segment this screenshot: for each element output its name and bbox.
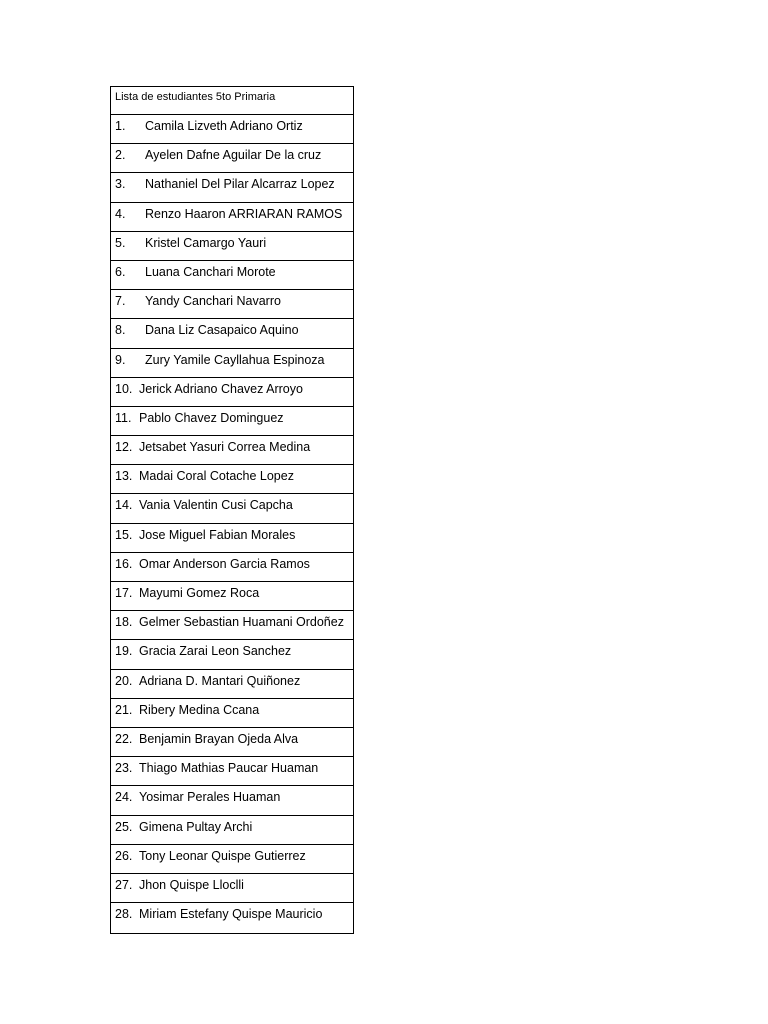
- table-row: [111, 349, 353, 378]
- table-row: [111, 232, 353, 261]
- table-row: [111, 699, 353, 728]
- student-name: Pablo Chavez Dominguez: [139, 410, 284, 425]
- student-name: Jetsabet Yasuri Correa Medina: [139, 440, 311, 455]
- student-number: 23.: [115, 761, 133, 776]
- student-name: Luana Canchari Morote: [145, 264, 276, 279]
- student-number: 20.: [115, 673, 133, 688]
- student-name: Miriam Estefany Quispe Mauricio: [139, 907, 323, 922]
- student-number: 5.: [115, 235, 126, 250]
- student-number: 15.: [115, 527, 133, 542]
- student-number: 4.: [115, 206, 126, 221]
- student-number: 14.: [115, 498, 133, 513]
- table-row: [111, 553, 353, 582]
- table-row: [111, 640, 353, 669]
- student-name: Jhon Quispe Lloclli: [139, 877, 244, 892]
- student-name: Dana Liz Casapaico Aquino: [145, 323, 299, 338]
- student-number: 3.: [115, 177, 126, 192]
- table-row: [111, 670, 353, 699]
- student-number: 18.: [115, 615, 133, 630]
- student-number: 25.: [115, 819, 133, 834]
- student-number: 13.: [115, 469, 133, 484]
- student-list-table: [110, 86, 354, 934]
- student-number: 27.: [115, 877, 133, 892]
- student-number: 7.: [115, 294, 126, 309]
- student-name: Omar Anderson Garcia Ramos: [139, 556, 310, 571]
- student-name: Mayumi Gomez Roca: [139, 586, 260, 600]
- student-number: 6.: [115, 264, 126, 279]
- table-row: [111, 203, 353, 232]
- table-row: [111, 319, 353, 348]
- student-number: 9.: [115, 352, 126, 367]
- student-name: Jerick Adriano Chavez Arroyo: [139, 381, 303, 396]
- table-row: [111, 845, 353, 874]
- student-name: Kristel Camargo Yauri: [145, 235, 267, 250]
- table-row: [111, 261, 353, 290]
- student-name: Ribery Medina Ccana: [139, 702, 260, 717]
- student-name: Thiago Mathias Paucar Huaman: [139, 761, 319, 776]
- student-number: 1.: [115, 119, 126, 133]
- table-row: [111, 903, 353, 933]
- student-name: Yandy Canchari Navarro: [145, 294, 281, 309]
- table-row: [111, 874, 353, 903]
- table-row: [111, 786, 353, 815]
- table-row: [111, 407, 353, 436]
- student-number: 26.: [115, 848, 133, 863]
- table-row: [111, 465, 353, 494]
- student-number: 2.: [115, 148, 126, 163]
- student-name: Madai Coral Cotache Lopez: [139, 469, 294, 484]
- student-number: 22.: [115, 731, 133, 746]
- student-name: Vania Valentin Cusi Capcha: [139, 498, 293, 513]
- student-name: Tony Leonar Quispe Gutierrez: [139, 848, 306, 863]
- student-name: Gimena Pultay Archi: [139, 819, 253, 834]
- student-name: Yosimar Perales Huaman: [139, 790, 281, 805]
- student-name: Nathaniel Del Pilar Alcarraz Lopez: [145, 177, 335, 192]
- table-row: [111, 611, 353, 640]
- student-number: 24.: [115, 790, 133, 805]
- table-row: [111, 728, 353, 757]
- table-row: [111, 494, 353, 523]
- student-name: Benjamin Brayan Ojeda Alva: [139, 731, 299, 746]
- student-number: 28.: [115, 907, 133, 922]
- table-row: [111, 290, 353, 319]
- student-name: Renzo Haaron ARRIARAN RAMOS: [145, 206, 343, 221]
- table-row: [111, 378, 353, 407]
- student-name: Gracia Zarai Leon Sanchez: [139, 644, 292, 659]
- table-row: [111, 144, 353, 173]
- student-number: 17.: [115, 586, 133, 600]
- student-number: 11.: [115, 410, 132, 425]
- table-row: [111, 436, 353, 465]
- student-name: Ayelen Dafne Aguilar De la cruz: [145, 148, 322, 163]
- student-rows: [111, 115, 353, 933]
- student-name: Adriana D. Mantari Quiñonez: [139, 673, 301, 688]
- list-title: Lista de estudiantes 5to Primaria: [111, 87, 353, 115]
- student-number: 19.: [115, 644, 133, 659]
- student-number: 16.: [115, 556, 133, 571]
- student-number: 21.: [115, 702, 133, 717]
- table-row: [111, 757, 353, 786]
- table-row: [111, 524, 353, 553]
- student-name: Camila Lizveth Adriano Ortiz: [145, 119, 303, 133]
- student-name: Zury Yamile Cayllahua Espinoza: [145, 352, 325, 367]
- student-number: 8.: [115, 323, 126, 338]
- student-number: 12.: [115, 440, 133, 455]
- table-row: [111, 115, 353, 144]
- table-row: [111, 173, 353, 202]
- table-row: [111, 582, 353, 611]
- student-number: 10.: [115, 381, 133, 396]
- table-row: [111, 816, 353, 845]
- student-name: Gelmer Sebastian Huamani Ordoñez: [139, 615, 344, 630]
- student-name: Jose Miguel Fabian Morales: [139, 527, 296, 542]
